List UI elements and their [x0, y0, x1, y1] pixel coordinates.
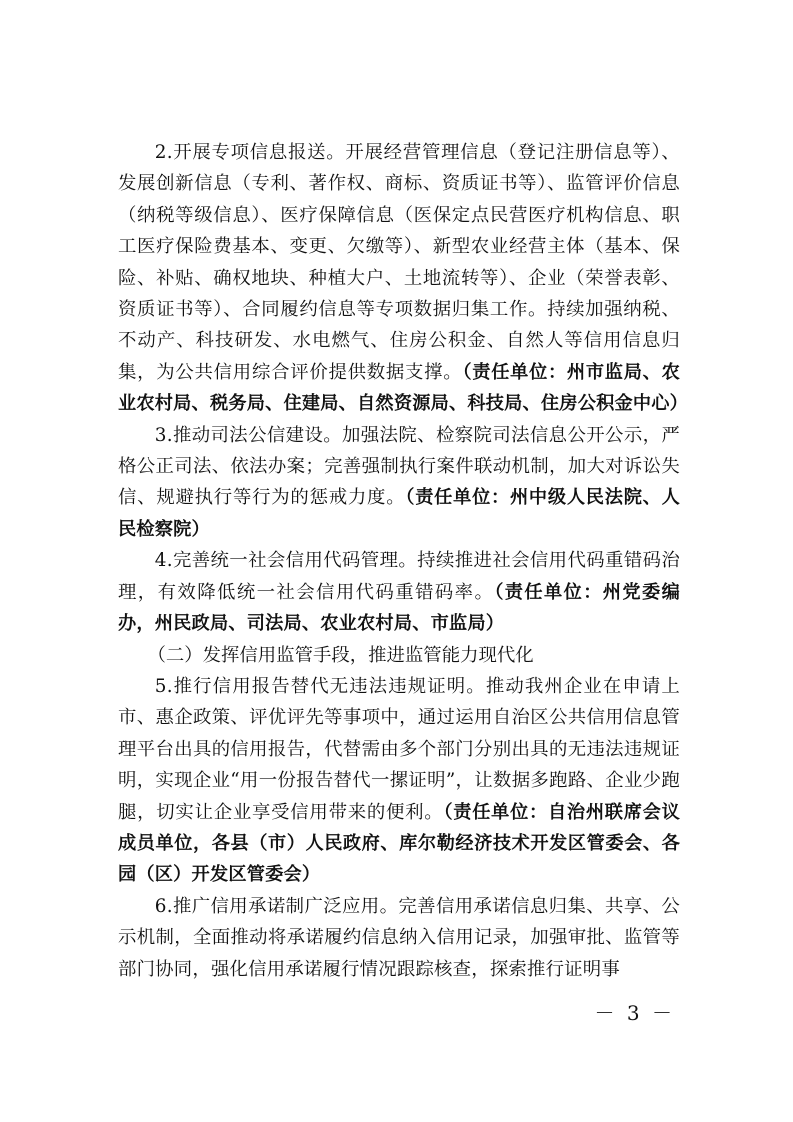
- responsible-units: （责任单位：州中级人民法院、人民检察院）: [118, 487, 680, 540]
- section-heading: （二）发挥信用监管手段，推进监管能力现代化: [147, 644, 534, 666]
- paragraph-6-credit-commitment: [118, 891, 680, 985]
- page-number: － 3 －: [594, 1001, 675, 1025]
- paragraph-text: 6.推广信用承诺制广泛应用。完善信用承诺信息归集、共享、公示机制，全面推动将承诺履约信息纳入信用记录，加强审批、监管等部门协同，强化信用承诺履行情况跟踪核查，探索推行证明事: [118, 895, 680, 980]
- paragraph-text: 2.开展专项信息报送。开展经营管理信息（登记注册信息等）、发展创新信息（专利、著作权、商标、资质证书等）、监管评价信息（纳税等级信息）、医疗保障信息（医保定点民营医疗机构信息、职工医疗保险费基本、变更、欠缴等）、新型农业经营主体（基本、保险、补贴、确权地块、种植大户、土地流转等）、企业（荣誉表彰、资质证书等）、合同履约信息等专项数据归集工作。持续加强纳税、不动产、科技研发、水电燃气、住房公积金、自然人等信用信息归集，为公共信用综合评价提供数据支撑。: [118, 142, 680, 383]
- paragraph-2-special-info-reporting: [118, 137, 689, 420]
- paragraph-text: 4.完善统一社会信用代码管理。持续推进社会信用代码重错码治理，有效降低统一社会信用代码重错码率。: [118, 550, 680, 603]
- document-body: [118, 137, 689, 985]
- paragraph-3-judicial-credibility: [118, 420, 680, 546]
- paragraph-text: 3.推动司法公信建设。加强法院、检察院司法信息公开公示，严格公正司法、依法办案；完善强制执行案件联动机制，加大对诉讼失信、规避执行等行为的惩戒力度。: [118, 424, 680, 509]
- paragraph-5-credit-report-substitution: [118, 671, 680, 891]
- responsible-units: （责任单位：自治州联席会议成员单位，各县（市）人民政府、库尔勒经济技术开发区管委会、各园（区）开发区管委会）: [118, 801, 680, 886]
- paragraph-4-credit-code-management: [118, 545, 680, 639]
- responsible-units: （责任单位：州党委编办，州民政局、司法局、农业农村局、市监局）: [118, 581, 680, 635]
- paragraph-text: 5.推行信用报告替代无违法违规证明。推动我州企业在申请上市、惠企政策、评优评先等事项中，通过运用自治区公共信用信息管理平台出具的信用报告，代替需由多个部门分别出具的无违法违规证明，实现企业“用一份报告替代一摞证明”，让数据多跑路、企业少跑腿，切实让企业享受信用带来的便利。: [118, 675, 680, 823]
- responsible-units: （责任单位：州市监局、农业农村局、税务局、住建局、自然资源局、科技局、住房公积金中心）: [118, 361, 689, 415]
